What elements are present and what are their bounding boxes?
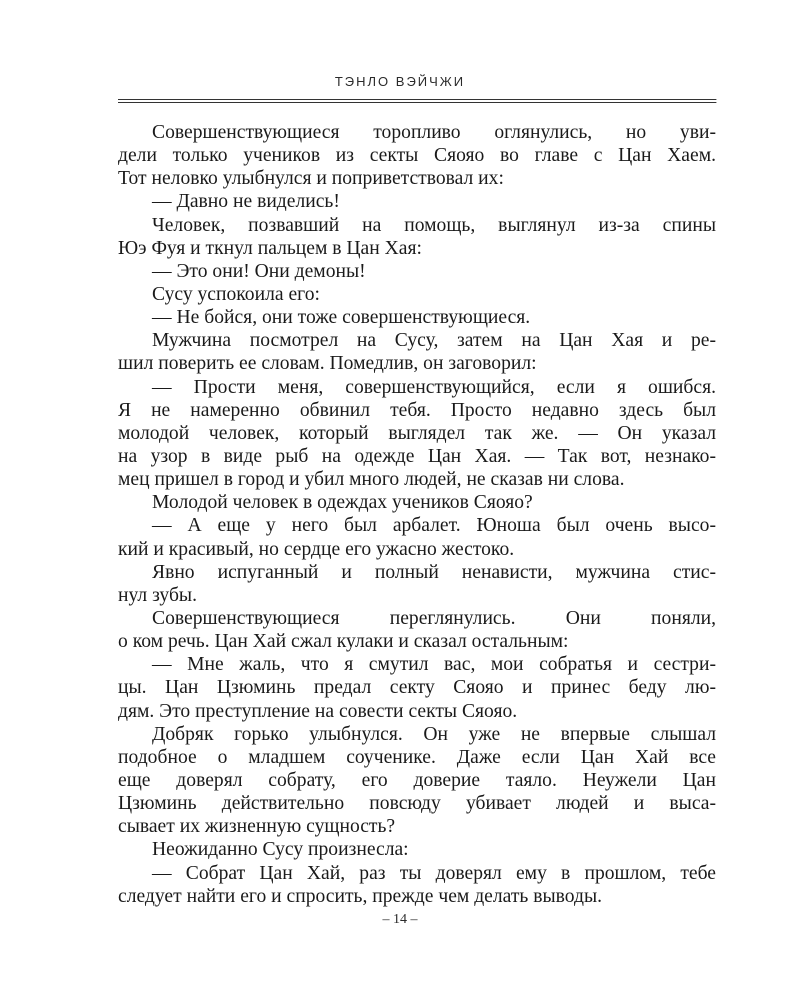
text-line: на узор в виде рыб на одежде Цан Хая. — Так вот, незнако- [118,445,716,467]
text-line: о ком речь. Цан Хай сжал кулаки и сказал остальным: [118,631,569,653]
text-line: Молодой человек в одеждах учеников Сяояо? [152,492,533,514]
text-line: Неожиданно Сусу произнесла: [152,839,409,861]
body-text [118,121,716,908]
page-number: – 14 – [382,912,418,927]
text-line: нул зубы. [118,584,197,606]
text-line: цы. Цан Цзюминь предал секту Сяояо и принес беду лю- [118,677,716,699]
text-line: Тот неловко улыбнулся и поприветствовал их: [118,168,504,190]
text-line: шил поверить ее словам. Помедлив, он заговорил: [118,353,537,375]
text-line: — Не бойся, они тоже совершенствующиеся. [152,307,531,329]
text-line: следует найти его и спросить, прежде чем делать выводы. [118,885,603,907]
text-line: Явно испуганный и полный ненависти, мужчина стис- [152,561,716,583]
text-line: Цзюминь действительно повсюду убивает людей и выса- [118,793,716,815]
text-line: Добряк горько улыбнулся. Он уже не впервые слышал [152,723,716,745]
text-line: Человек, позвавший на помощь, выглянул из-за спины [152,214,716,236]
running-header-author: ТЭНЛО ВЭЙЧЖИ [334,74,466,89]
text-line: дям. Это преступление на совести секты Сяояо. [118,700,518,722]
text-line: Совершенствующиеся переглянулись. Они поняли, [152,607,716,629]
text-line: мец пришел в город и убил много людей, не сказав ни слова. [118,469,625,491]
text-line: Я не намеренно обвинил тебя. Просто недавно здесь был [118,399,716,421]
text-line: — А еще у него был арбалет. Юноша был очень высо- [152,515,716,537]
text-line: Мужчина посмотрел на Сусу, затем на Цан Хая и ре- [152,330,716,352]
text-line: — Давно не виделись! [152,191,340,213]
text-line: — Мне жаль, что я смутил вас, мои собратья и сестри- [152,654,716,676]
text-line: дели только учеников из секты Сяояо во главе с Цан Хаем. [118,145,716,167]
text-line: Совершенствующиеся торопливо оглянулись, но уви- [152,122,716,143]
text-line: — Это они! Они демоны! [152,260,366,282]
text-line: Юэ Фуя и ткнул пальцем в Цан Хая: [118,237,422,259]
wavy-line-icon [118,96,718,106]
text-line: еще доверял собрату, его доверие таяло. Неужели Цан [118,769,716,791]
text-line: кий и красивый, но сердце его ужасно жестоко. [118,538,515,560]
text-line: сывает их жизненную сущность? [118,816,396,838]
text-line: молодой человек, который выглядел так же. — Он указал [118,422,716,444]
text-line: — Прости меня, совершенствующийся, если я ошибся. [152,376,716,398]
wavy-rule-ornament [118,96,718,106]
text-line: подобное о младшем соученике. Даже если Цан Хай все [118,746,716,768]
text-line: Сусу успокоила его: [152,283,320,305]
text-line: — Собрат Цан Хай, раз ты доверял ему в прошлом, тебе [152,862,716,884]
